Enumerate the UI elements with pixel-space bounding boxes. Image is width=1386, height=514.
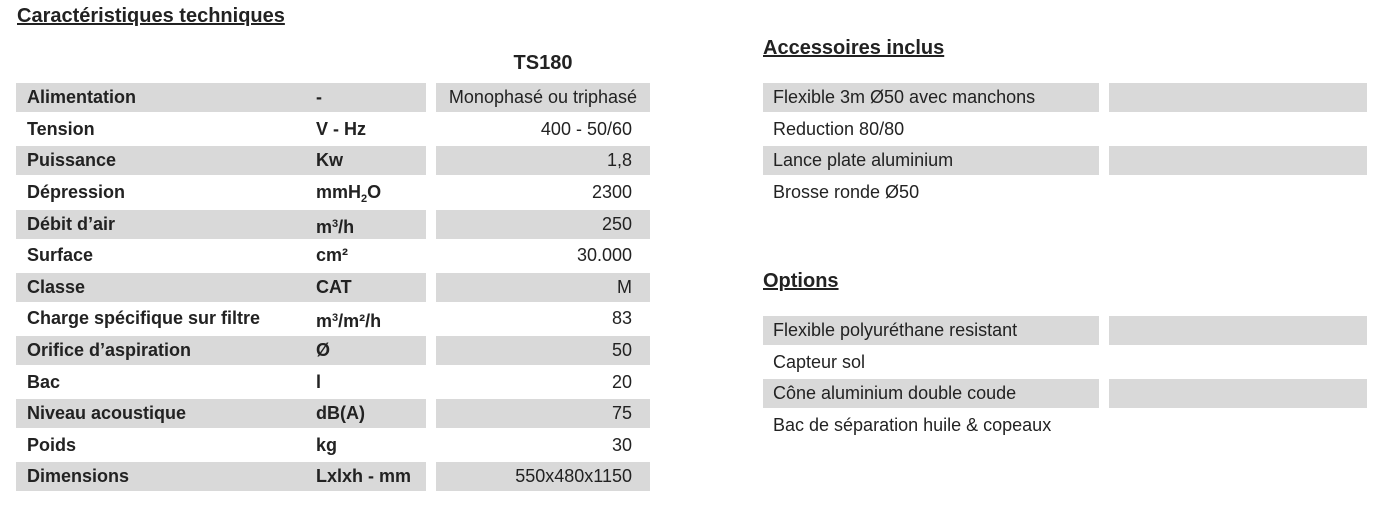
list-item-text: Brosse ronde Ø50	[773, 182, 920, 203]
spec-label: Tension	[27, 118, 95, 139]
spec-unit: kg	[316, 434, 338, 455]
spec-value: 30	[611, 434, 632, 455]
list-item-blank	[1109, 316, 1367, 345]
list-item	[763, 114, 1367, 146]
unit-base: m	[316, 311, 333, 332]
list-item-blank	[1109, 348, 1367, 377]
spec-value: 250	[436, 210, 650, 239]
list-item-text: Flexible 3m Ø50 avec manchons	[763, 83, 1099, 112]
spec-row-puissance	[16, 145, 650, 177]
spec-label: Surface	[27, 245, 94, 266]
spec-row-alimentation	[16, 82, 650, 114]
unit-base: m	[316, 216, 333, 237]
unit-tail: /h	[338, 216, 355, 237]
spec-label: Classe	[27, 276, 86, 297]
spec-value: 1,8	[436, 146, 650, 175]
list-item-text: Bac de séparation huile & copeaux	[773, 415, 1052, 436]
spec-label: Puissance	[27, 150, 117, 171]
unit-superscript: 3	[332, 217, 339, 230]
accessories-title: Accessoires inclus	[763, 37, 945, 59]
spec-unit: Lxlxh - mm	[316, 466, 412, 487]
list-item-text: Flexible polyuréthane resistant	[763, 316, 1099, 345]
spec-value: 50	[436, 336, 650, 365]
spec-value: Monophasé ou triphasé	[436, 83, 650, 112]
spec-value: 83	[611, 308, 632, 329]
spec-row-charge	[16, 303, 650, 335]
spec-unit: Ø	[316, 340, 331, 361]
spec-value: 30.000	[576, 245, 632, 266]
spec-row-depression	[16, 177, 650, 209]
list-item-text: Capteur sol	[773, 351, 866, 372]
spec-unit: dB(A)	[316, 403, 365, 424]
page-title: Caractéristiques techniques	[17, 5, 285, 27]
spec-label: Charge spécifique sur filtre	[27, 308, 261, 329]
spec-label: Niveau acoustique	[27, 403, 187, 424]
list-item	[763, 347, 1367, 379]
list-item-text: Reduction 80/80	[773, 118, 905, 139]
list-item-blank	[1109, 379, 1367, 408]
list-item	[763, 378, 1367, 410]
spec-value: 400 - 50/60	[540, 118, 632, 139]
options-list	[763, 315, 1367, 441]
spec-unit: l	[316, 371, 322, 392]
spec-value: M	[436, 273, 650, 302]
spec-unit: -	[316, 87, 322, 108]
spec-table	[16, 82, 650, 493]
accessories-list	[763, 82, 1367, 208]
spec-unit-debit	[296, 210, 426, 239]
spec-row-bac	[16, 366, 650, 398]
spec-row-niveau	[16, 398, 650, 430]
spec-row-classe	[16, 272, 650, 304]
spec-unit-depression	[296, 178, 426, 207]
spec-row-poids	[16, 430, 650, 462]
unit-base: mmH	[316, 182, 362, 203]
spec-row-orifice	[16, 335, 650, 367]
spec-label: Alimentation	[27, 87, 137, 108]
unit-superscript: 3	[332, 312, 339, 325]
list-item-text: Lance plate aluminium	[763, 146, 1099, 175]
spec-unit: Kw	[316, 150, 343, 171]
spec-label: Poids	[27, 434, 77, 455]
list-item	[763, 315, 1367, 347]
list-item-text: Cône aluminium double coude	[763, 379, 1099, 408]
spec-row-surface	[16, 240, 650, 272]
list-item-blank	[1109, 146, 1367, 175]
list-item	[763, 410, 1367, 442]
list-item	[763, 82, 1367, 114]
spec-value: 550x480x1150	[436, 462, 650, 491]
list-item-blank	[1109, 178, 1367, 207]
spec-label: Bac	[27, 371, 61, 392]
spec-unit-charge	[296, 304, 426, 333]
list-item-blank	[1109, 115, 1367, 144]
unit-tail: O	[367, 182, 382, 203]
spec-label: Débit d’air	[27, 213, 116, 234]
options-title: Options	[763, 270, 839, 292]
spec-label: Orifice d’aspiration	[27, 340, 192, 361]
spec-row-debit	[16, 208, 650, 240]
unit-subscript: 2	[361, 193, 368, 206]
spec-unit: CAT	[316, 276, 352, 297]
list-item	[763, 177, 1367, 209]
spec-label: Dépression	[27, 182, 126, 203]
list-item	[763, 145, 1367, 177]
spec-value: 2300	[591, 182, 632, 203]
spec-unit: cm²	[316, 245, 349, 266]
spec-value: 20	[611, 371, 632, 392]
spec-unit: V - Hz	[316, 118, 367, 139]
spec-row-tension	[16, 114, 650, 146]
spec-value: 75	[436, 399, 650, 428]
unit-tail: /m²/h	[338, 311, 382, 332]
spec-label: Dimensions	[27, 466, 130, 487]
model-header: TS180	[513, 52, 573, 74]
list-item-blank	[1109, 83, 1367, 112]
spec-row-dimensions	[16, 461, 650, 493]
list-item-blank	[1109, 411, 1367, 440]
